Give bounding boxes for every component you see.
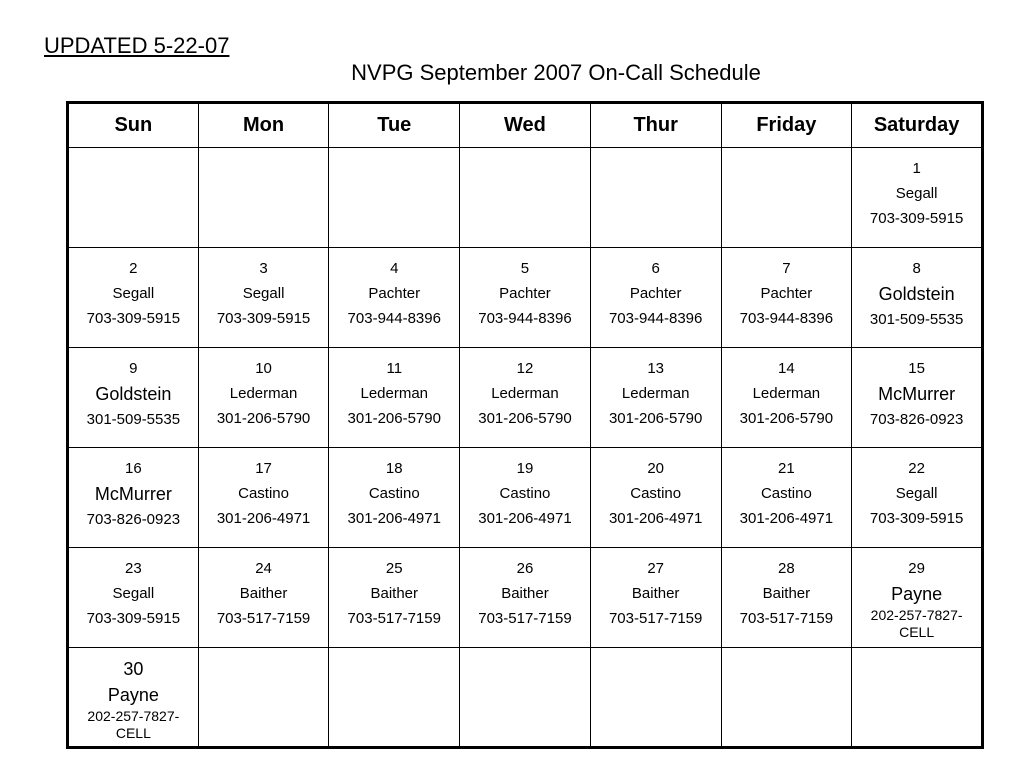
on-call-name: Pachter: [499, 285, 551, 302]
weekday-header: Tue: [329, 103, 460, 148]
day-number: 16: [125, 460, 142, 477]
day-cell: [198, 248, 329, 348]
day-cell: [198, 348, 329, 448]
weekday-header: Thur: [590, 103, 721, 148]
day-number: 15: [908, 360, 925, 377]
day-cell: [721, 348, 852, 448]
phone-number: 301-206-4971: [608, 510, 703, 527]
week-row: [68, 148, 983, 248]
phone-number: 703-826-0923: [86, 511, 181, 528]
day-cell: [460, 248, 591, 348]
empty-day-cell: [460, 648, 591, 748]
updated-date: UPDATED 5-22-07: [44, 33, 230, 58]
phone-number: 301-206-4971: [216, 510, 311, 527]
day-cell: [852, 548, 983, 648]
phone-number: 703-309-5915: [869, 510, 964, 527]
empty-day-cell: [590, 148, 721, 248]
on-call-name: Castino: [499, 485, 551, 502]
phone-number: 703-309-5915: [86, 610, 181, 627]
day-cell: [852, 348, 983, 448]
empty-day-cell: [198, 148, 329, 248]
on-call-name: Pachter: [629, 285, 682, 302]
day-number: 27: [647, 560, 664, 577]
phone-number: 301-206-5790: [347, 410, 441, 427]
page-title: NVPG September 2007 On-Call Schedule: [351, 60, 761, 85]
on-call-name: Goldstein: [95, 384, 172, 404]
day-cell: [329, 548, 460, 648]
day-cell: [460, 448, 591, 548]
phone-number: 301-509-5535: [86, 411, 181, 428]
on-call-name: Castino: [368, 485, 420, 502]
on-call-name: Pachter: [760, 285, 813, 302]
empty-day-cell: [721, 648, 852, 748]
on-call-name: Payne: [891, 584, 943, 604]
day-cell: [852, 448, 983, 548]
day-cell: [721, 248, 852, 348]
calendar-body: [68, 148, 983, 748]
day-cell: [68, 548, 199, 648]
day-cell: [590, 448, 721, 548]
day-number: 29: [908, 560, 925, 577]
day-cell: [721, 548, 852, 648]
empty-day-cell: [852, 648, 983, 748]
phone-number: 703-826-0923: [869, 411, 964, 428]
empty-day-cell: [329, 648, 460, 748]
on-call-name: Lederman: [621, 385, 690, 402]
week-row: [68, 348, 983, 448]
weekday-header: Friday: [721, 103, 852, 148]
weekday-header: Sun: [68, 103, 199, 148]
day-cell: [198, 548, 329, 648]
on-call-name: Goldstein: [878, 284, 955, 304]
day-cell: [852, 248, 983, 348]
day-number: 21: [778, 460, 795, 477]
phone-number: 301-509-5535: [869, 311, 964, 328]
phone-number: 703-944-8396: [608, 310, 703, 327]
on-call-name: Segall: [112, 585, 155, 602]
weekday-header-row: [68, 103, 983, 148]
day-number: 13: [647, 360, 664, 377]
day-number: 8: [912, 260, 921, 277]
phone-number: 703-517-7159: [216, 610, 311, 627]
week-row: [68, 648, 983, 748]
on-call-name: Castino: [760, 485, 812, 502]
on-call-name: Segall: [242, 285, 285, 302]
on-call-name: Baither: [501, 585, 549, 602]
phone-number: 703-944-8396: [739, 310, 834, 327]
on-call-name: Castino: [630, 485, 682, 502]
day-cell: [852, 148, 983, 248]
day-number: 25: [385, 560, 403, 577]
phone-number: 301-206-5790: [216, 410, 311, 427]
phone-number: 703-309-5915: [86, 310, 181, 327]
on-call-name: Baither: [239, 585, 288, 602]
day-number: 5: [520, 260, 530, 277]
day-cell: [329, 248, 460, 348]
day-number: 17: [255, 460, 272, 477]
phone-number: 703-517-7159: [347, 610, 441, 627]
on-call-name: Segall: [895, 485, 938, 502]
empty-day-cell: [721, 148, 852, 248]
day-number: 9: [129, 360, 138, 377]
on-call-name: Pachter: [368, 285, 421, 302]
day-number: 2: [129, 260, 138, 277]
day-number: 22: [908, 460, 925, 477]
on-call-name: Baither: [762, 585, 811, 602]
on-call-name: Baither: [631, 585, 680, 602]
day-number: 12: [516, 360, 534, 377]
day-number: 4: [390, 260, 399, 277]
on-call-name: McMurrer: [94, 484, 172, 504]
phone-number: 703-944-8396: [347, 310, 441, 327]
day-number: 1: [912, 160, 921, 177]
day-number: 24: [255, 560, 272, 577]
day-cell: [198, 448, 329, 548]
on-call-name: Segall: [112, 285, 155, 302]
phone-number: 301-206-5790: [739, 410, 834, 427]
phone-number: 703-517-7159: [608, 610, 703, 627]
day-cell: [721, 448, 852, 548]
empty-day-cell: [198, 648, 329, 748]
day-number: 11: [386, 360, 403, 377]
weekday-header: Wed: [460, 103, 591, 148]
day-number: 19: [516, 460, 534, 477]
on-call-name: Lederman: [752, 385, 821, 402]
day-cell: [68, 248, 199, 348]
day-cell: [329, 448, 460, 548]
day-number: 28: [778, 560, 795, 577]
phone-number: 202-257-7827-CELL: [870, 607, 963, 640]
on-call-name: Castino: [238, 485, 289, 502]
day-cell: [329, 348, 460, 448]
empty-day-cell: [329, 148, 460, 248]
day-number: 26: [516, 560, 534, 577]
day-cell: [68, 648, 199, 748]
empty-day-cell: [68, 148, 199, 248]
on-call-name: Lederman: [360, 385, 429, 402]
on-call-name: Lederman: [491, 385, 559, 402]
day-number: 20: [647, 460, 664, 477]
phone-number: 301-206-4971: [739, 510, 834, 527]
on-call-name: Segall: [895, 185, 938, 202]
day-number: 14: [778, 360, 795, 377]
weekday-header: Mon: [198, 103, 329, 148]
phone-number: 301-206-5790: [478, 410, 572, 427]
on-call-name: Payne: [107, 685, 159, 705]
day-number: 6: [651, 260, 660, 277]
on-call-calendar: [66, 101, 984, 749]
weekday-header: Saturday: [852, 103, 983, 148]
day-number: 23: [125, 560, 142, 577]
day-number: 3: [259, 260, 268, 277]
phone-number: 703-517-7159: [739, 610, 834, 627]
day-number: 10: [255, 360, 272, 377]
day-cell: [68, 348, 199, 448]
empty-day-cell: [590, 648, 721, 748]
week-row: [68, 248, 983, 348]
day-cell: [460, 348, 591, 448]
phone-number: 703-517-7159: [478, 610, 572, 627]
on-call-name: McMurrer: [878, 384, 956, 404]
phone-number: 703-309-5915: [869, 210, 964, 227]
phone-number: 202-257-7827-CELL: [87, 708, 180, 741]
phone-number: 301-206-5790: [608, 410, 703, 427]
phone-number: 301-206-4971: [347, 510, 441, 527]
phone-number: 703-309-5915: [216, 310, 311, 327]
day-number: 18: [385, 460, 403, 477]
day-cell: [68, 448, 199, 548]
day-number: 30: [123, 659, 144, 679]
phone-number: 703-944-8396: [478, 310, 572, 327]
empty-day-cell: [460, 148, 591, 248]
day-cell: [590, 248, 721, 348]
on-call-name: Lederman: [229, 385, 298, 402]
day-cell: [590, 348, 721, 448]
on-call-name: Baither: [370, 585, 419, 602]
day-cell: [590, 548, 721, 648]
day-cell: [460, 548, 591, 648]
week-row: [68, 448, 983, 548]
phone-number: 301-206-4971: [478, 510, 572, 527]
day-number: 7: [782, 260, 791, 277]
week-row: [68, 548, 983, 648]
